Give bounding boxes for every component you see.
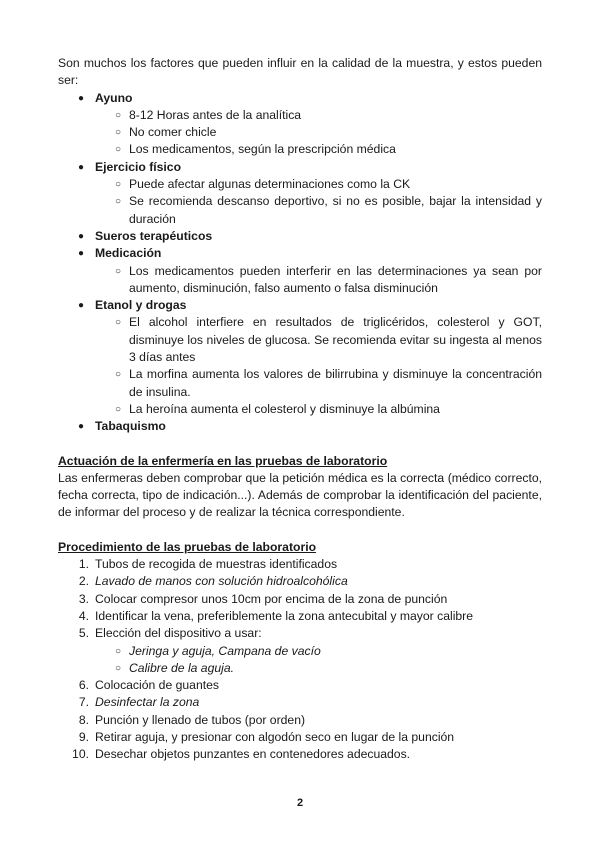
step-number: 8. bbox=[78, 712, 89, 727]
factor-sublist bbox=[95, 263, 542, 298]
factors-list bbox=[58, 90, 542, 436]
step-text: Lavado de manos con solución hidroalcohólica bbox=[95, 574, 348, 589]
step-number: 7. bbox=[78, 695, 89, 710]
procedure-step bbox=[58, 608, 542, 625]
factor-item bbox=[58, 297, 542, 418]
factor-title: Ayuno bbox=[95, 90, 133, 105]
section-heading: Actuación de la enfermería en las pruebas de laboratorio bbox=[58, 453, 388, 468]
sub-item-text: Los medicamentos, según la prescripción médica bbox=[129, 142, 396, 157]
step-sublist bbox=[95, 643, 542, 678]
sub-item bbox=[58, 141, 542, 158]
circle-bullet-icon: ○ bbox=[115, 265, 122, 277]
intro-paragraph: Son muchos los factores que pueden influir en la calidad de la muestra, y estos pueden ser: bbox=[58, 56, 542, 88]
step-number: 4. bbox=[78, 608, 89, 623]
sub-item bbox=[58, 193, 542, 228]
page-number: 2 bbox=[296, 797, 304, 809]
sub-item-text: Jeringa y aguja, Campana de vacío bbox=[129, 643, 321, 658]
sub-item bbox=[58, 401, 542, 418]
factor-item bbox=[58, 90, 542, 159]
factor-item bbox=[58, 228, 542, 245]
sub-item bbox=[58, 124, 542, 141]
procedure-step bbox=[58, 746, 542, 763]
sub-item-text: La heroína aumenta el colesterol y disminuye la albúmina bbox=[129, 401, 440, 416]
sub-item-text: Los medicamentos pueden interferir en las determinaciones ya sean por aumento, disminución, falso aumento o falsa disminución bbox=[129, 263, 542, 295]
step-number: 10. bbox=[72, 747, 89, 762]
sub-item-text: Calibre de la aguja. bbox=[129, 660, 235, 675]
procedure-step bbox=[58, 677, 542, 694]
factor-title: Sueros terapéuticos bbox=[95, 228, 213, 243]
procedure-step bbox=[58, 573, 542, 590]
sub-item bbox=[58, 107, 542, 124]
section-paragraph: Las enfermeras deben comprobar que la petición médica es la correcta (médico correcto, fecha correcta, tipo de indicación...). Además de comprobar la identificación del paciente, de informar del proceso y de realizar la técnica correspondiente. bbox=[58, 470, 542, 520]
step-text: Colocación de guantes bbox=[95, 678, 219, 693]
sub-item bbox=[58, 366, 542, 401]
step-text: Retirar aguja, y presionar con algodón seco en lugar de la punción bbox=[95, 729, 455, 744]
circle-bullet-icon: ○ bbox=[115, 179, 122, 191]
step-text: Punción y llenado de tubos (por orden) bbox=[95, 712, 306, 727]
sub-item-text: Puede afectar algunas determinaciones como la CK bbox=[129, 177, 411, 192]
step-text: Identificar la vena, preferiblemente la zona antecubital y mayor calibre bbox=[95, 608, 474, 623]
sub-item-text: No comer chicle bbox=[129, 125, 217, 140]
step-text: Elección del dispositivo a usar: bbox=[95, 626, 262, 641]
procedure-step bbox=[58, 556, 542, 573]
circle-bullet-icon: ○ bbox=[115, 127, 122, 139]
factor-sublist bbox=[95, 176, 542, 228]
step-sub-item bbox=[58, 643, 542, 660]
procedure-step bbox=[58, 729, 542, 746]
factor-title: Etanol y drogas bbox=[95, 298, 187, 313]
factor-sublist bbox=[95, 314, 542, 418]
circle-bullet-icon: ○ bbox=[115, 662, 122, 674]
step-text: Desinfectar la zona bbox=[95, 695, 200, 710]
circle-bullet-icon: ○ bbox=[115, 645, 122, 657]
procedure-list bbox=[58, 556, 542, 764]
circle-bullet-icon: ○ bbox=[115, 144, 122, 156]
factor-item bbox=[58, 418, 542, 435]
factor-sublist bbox=[95, 107, 542, 159]
circle-bullet-icon: ○ bbox=[115, 403, 122, 415]
circle-bullet-icon: ○ bbox=[115, 317, 122, 329]
step-number: 6. bbox=[78, 678, 89, 693]
step-text: Tubos de recogida de muestras identificados bbox=[95, 557, 338, 572]
bullet-icon: ● bbox=[78, 300, 85, 312]
sub-item-text: 8-12 Horas antes de la analítica bbox=[129, 107, 302, 122]
sub-item-text: La morfina aumenta los valores de bilirrubina y disminuye la concentración de insulina. bbox=[129, 367, 542, 399]
step-number: 2. bbox=[78, 574, 89, 589]
procedure-step bbox=[58, 625, 542, 677]
factor-title: Ejercicio físico bbox=[95, 159, 182, 174]
step-number: 5. bbox=[78, 626, 89, 641]
bullet-icon: ● bbox=[78, 92, 85, 104]
factor-title: Tabaquismo bbox=[95, 419, 166, 434]
bullet-icon: ● bbox=[78, 248, 85, 260]
circle-bullet-icon: ○ bbox=[115, 109, 122, 121]
circle-bullet-icon: ○ bbox=[115, 196, 122, 208]
section-heading: Procedimiento de las pruebas de laboratorio bbox=[58, 539, 317, 554]
procedure-step bbox=[58, 694, 542, 711]
sub-item bbox=[58, 176, 542, 193]
bullet-icon: ● bbox=[78, 230, 85, 242]
step-sub-item bbox=[58, 660, 542, 677]
step-number: 3. bbox=[78, 591, 89, 606]
circle-bullet-icon: ○ bbox=[115, 369, 122, 381]
step-number: 1. bbox=[78, 557, 89, 572]
spacer bbox=[58, 522, 542, 539]
sub-item bbox=[58, 263, 542, 298]
procedure-step bbox=[58, 591, 542, 608]
factor-title: Medicación bbox=[95, 246, 162, 261]
sub-item bbox=[58, 314, 542, 366]
sub-item-text: El alcohol interfiere en resultados de triglicéridos, colesterol y GOT, disminuye los niveles de glucosa. Se recomienda evitar su ingesta al menos 3 días antes bbox=[129, 315, 542, 365]
factor-item bbox=[58, 245, 542, 297]
factor-item bbox=[58, 159, 542, 228]
step-text: Colocar compresor unos 10cm por encima de la zona de punción bbox=[95, 591, 448, 606]
procedure-step bbox=[58, 712, 542, 729]
step-text: Desechar objetos punzantes en contenedores adecuados. bbox=[95, 747, 411, 762]
page-content bbox=[58, 55, 542, 764]
step-number: 9. bbox=[78, 729, 89, 744]
sub-item-text: Se recomienda descanso deportivo, si no es posible, bajar la intensidad y duración bbox=[129, 194, 542, 226]
bullet-icon: ● bbox=[78, 161, 85, 173]
spacer bbox=[58, 436, 542, 453]
bullet-icon: ● bbox=[78, 421, 85, 433]
